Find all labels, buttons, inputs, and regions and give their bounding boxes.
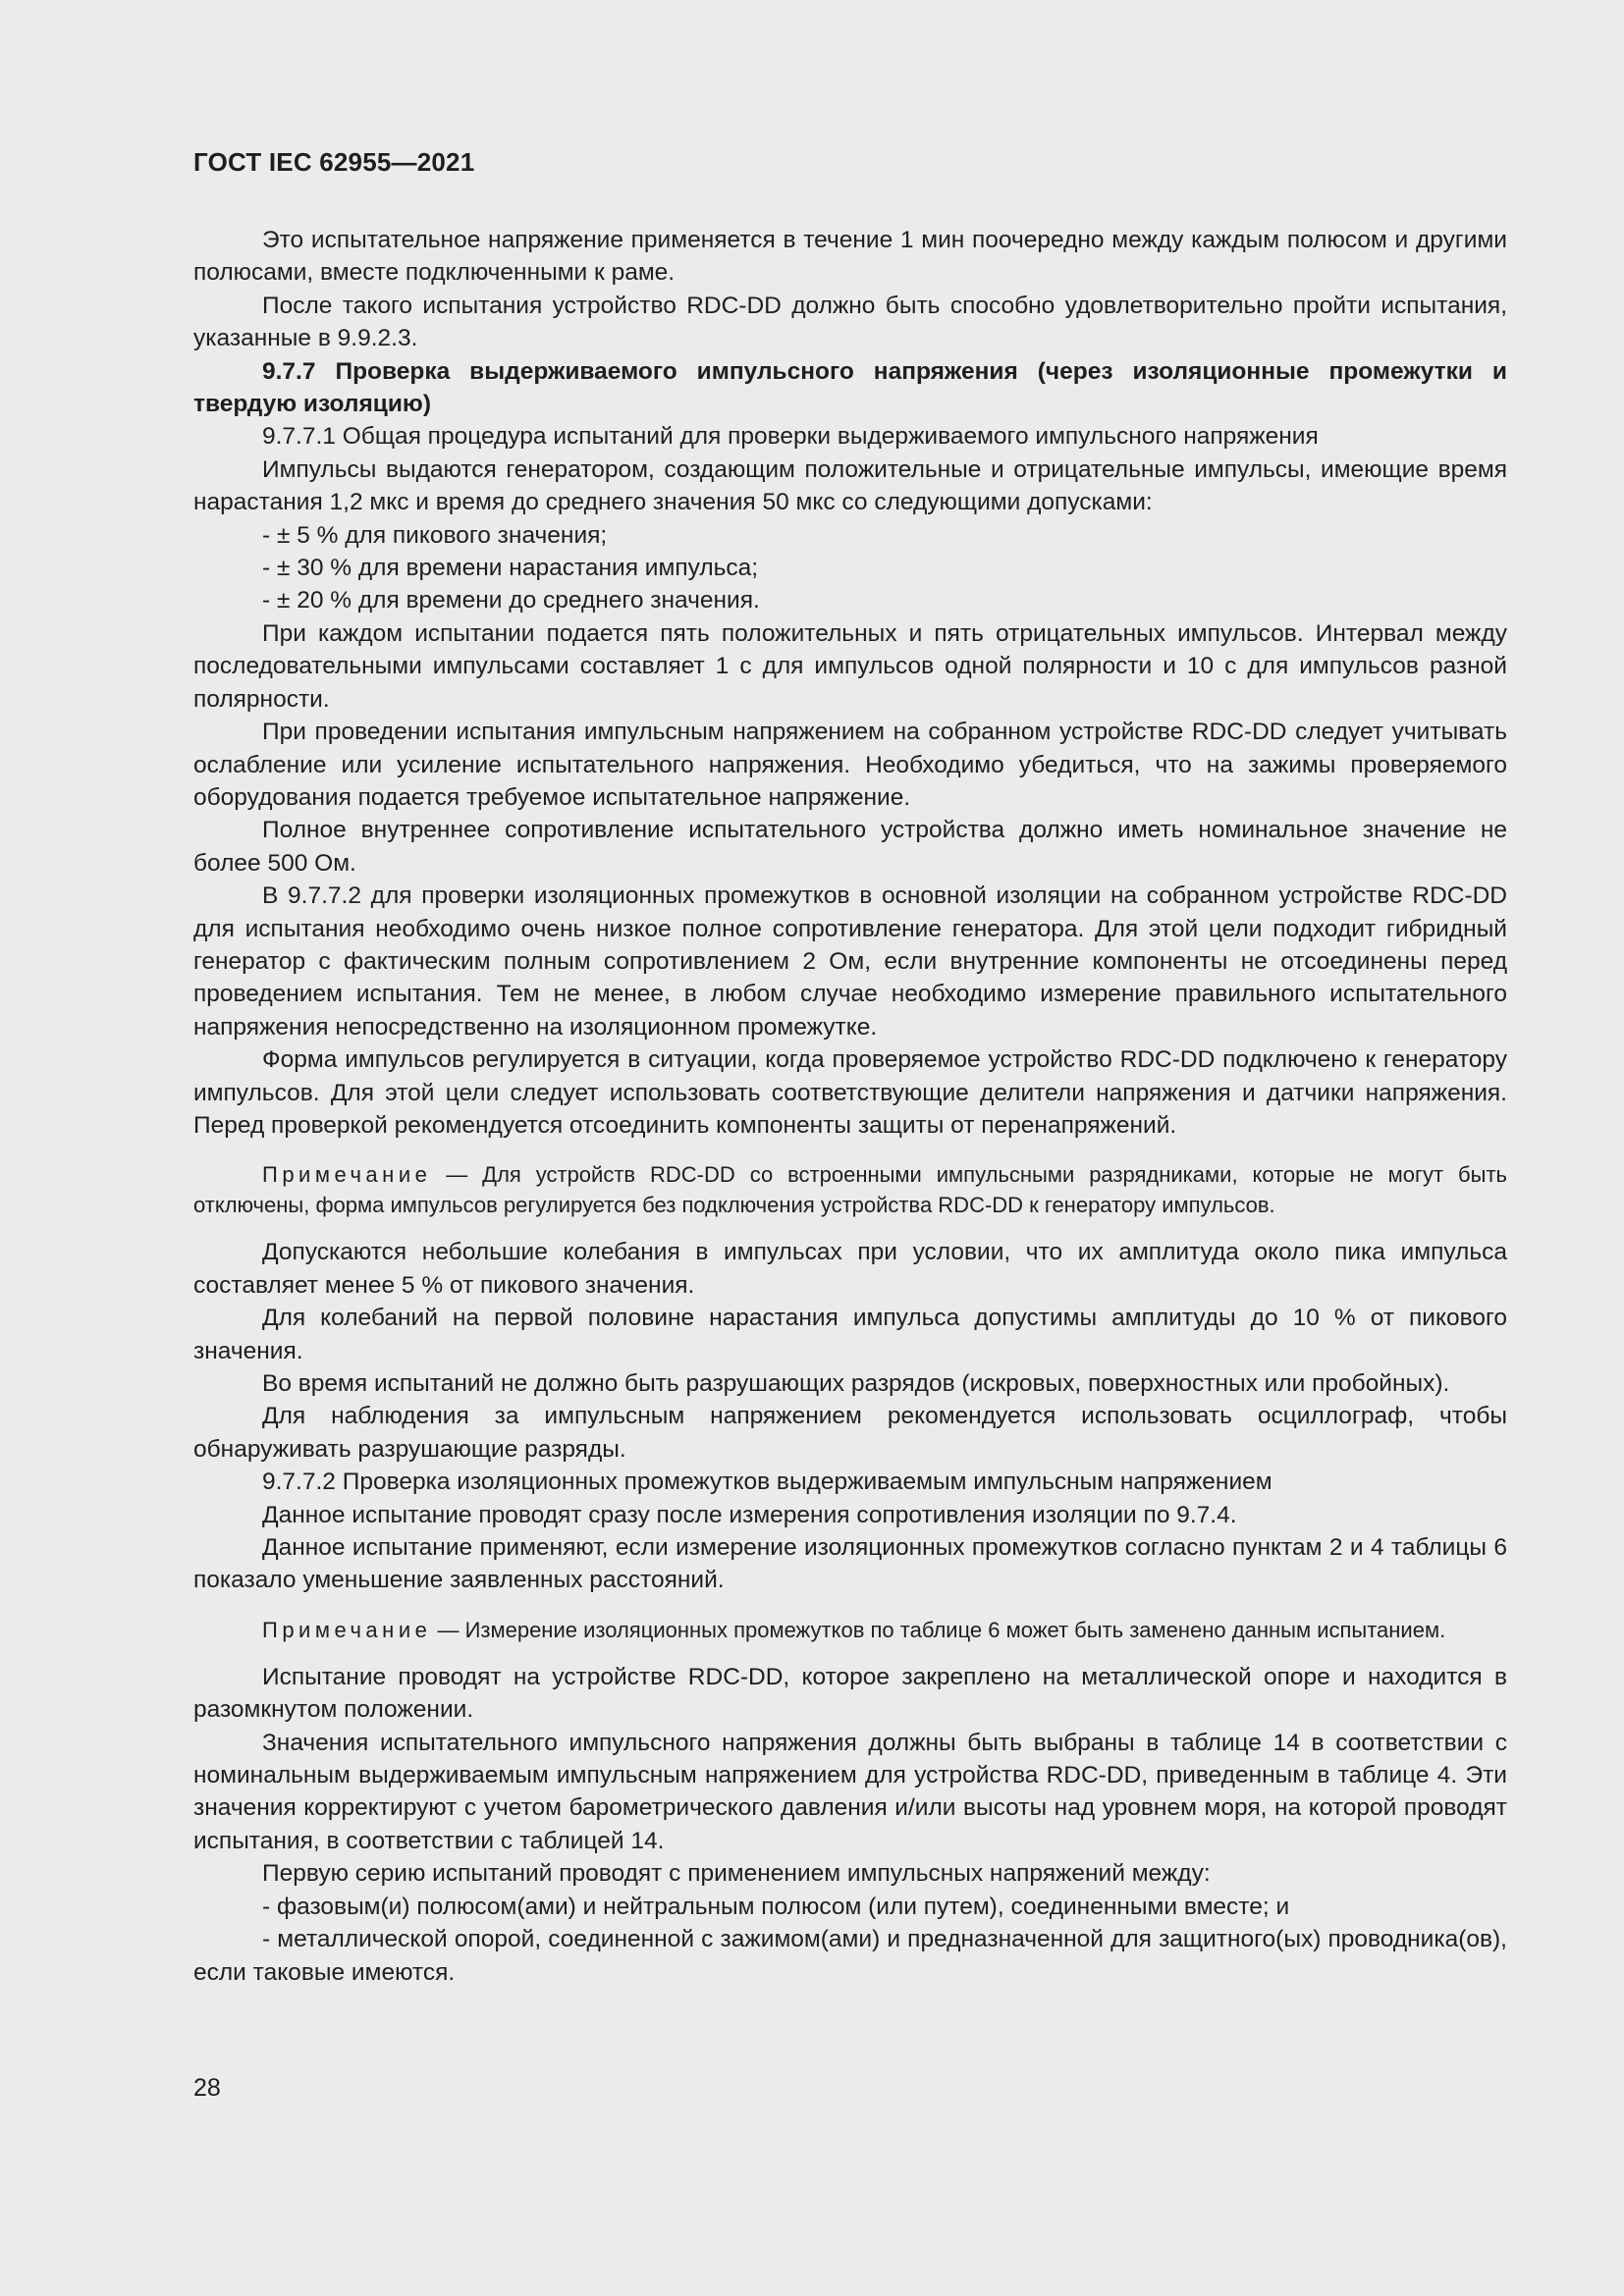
list-item: - фазовым(и) полюсом(ами) и нейтральным полюсом (или путем), соединенными вместе; и: [262, 1893, 1290, 1920]
section-heading-9-7-7: 9.7.7 Проверка выдерживаемого импульсного напряжения (через изоляционные промежутки и твердую изоляцию): [193, 357, 1507, 418]
note-label: Примечание: [262, 1162, 432, 1188]
paragraph: Значения испытательного импульсного напряжения должны быть выбраны в таблице 14 в соответствии с номинальным выдерживаемым импульсным напряжением для устройства RDC-DD, приведенным в таблице 4. Эти значения корректируют с учетом барометрического давления и/или высоты над уровнем моря, на которой проводят испытания, в соответствии с таблицей 14.: [193, 1729, 1507, 1854]
note-text: — Измерение изоляционных промежутков по таблице 6 может быть заменено данным испытанием.: [431, 1617, 1446, 1642]
note-block: [193, 1615, 1507, 1645]
list-item: - ± 20 % для времени до среднего значения.: [262, 587, 760, 614]
paragraph: При проведении испытания импульсным напряжением на собранном устройстве RDC-DD следует учитывать ослабление или усиление испытательного напряжения. Необходимо убедиться, что на зажимы проверяемого оборудования подается требуемое испытательное напряжение.: [193, 719, 1507, 811]
paragraph: Данное испытание проводят сразу после измерения сопротивления изоляции по 9.7.4.: [262, 1501, 1237, 1528]
paragraph: Данное испытание применяют, если измерение изоляционных промежутков согласно пунктам 2 и 4 таблицы 6 показало уменьшение заявленных расстояний.: [193, 1534, 1507, 1594]
document-header: ГОСТ IEC 62955—2021: [193, 147, 475, 177]
page-number: 28: [193, 2074, 221, 2102]
paragraph: В 9.7.7.2 для проверки изоляционных промежутков в основной изоляции на собранном устройстве RDC-DD для испытания необходимо очень низкое полное сопротивление генератора. Для этой цели подходит гибридный генератор с фактическим полным сопротивлением 2 Ом, если внутренние компоненты не отсоединены перед проведением испытания. Тем не менее, в любом случае необходимо измерение правильного испытательного напряжения непосредственно на изоляционном промежутке.: [193, 882, 1507, 1041]
paragraph: После такого испытания устройство RDC-DD должно быть способно удовлетворительно пройти испытания, указанные в 9.9.2.3.: [193, 292, 1507, 352]
note-label: Примечание: [262, 1617, 432, 1642]
paragraph: Во время испытаний не должно быть разрушающих разрядов (искровых, поверхностных или пробойных).: [262, 1370, 1450, 1397]
paragraph: Форма импульсов регулируется в ситуации, когда проверяемое устройство RDC-DD подключено к генератору импульсов. Для этой цели следует использовать соответствующие делители напряжения и датчики напряжения. Перед проверкой рекомендуется отсоединить компоненты защиты от перенапряжений.: [193, 1046, 1507, 1139]
paragraph: Полное внутреннее сопротивление испытательного устройства должно иметь номинальное значение не более 500 Ом.: [193, 817, 1507, 877]
document-body: [193, 224, 1507, 1989]
list-item: - ± 5 % для пикового значения;: [262, 521, 608, 549]
subsection-heading-9-7-7-1: 9.7.7.1 Общая процедура испытаний для проверки выдерживаемого импульсного напряжения: [262, 423, 1319, 451]
paragraph: Допускаются небольшие колебания в импульсах при условии, что их амплитуда около пика импульса составляет менее 5 % от пикового значения.: [193, 1239, 1507, 1299]
subsection-heading-9-7-7-2: 9.7.7.2 Проверка изоляционных промежутков выдерживаемым импульсным напряжением: [262, 1468, 1272, 1496]
paragraph: Первую серию испытаний проводят с применением импульсных напряжений между:: [262, 1860, 1211, 1888]
paragraph: Это испытательное напряжение применяется в течение 1 мин поочередно между каждым полюсом и другими полюсами, вместе подключенными к раме.: [193, 227, 1507, 287]
paragraph: Импульсы выдаются генератором, создающим положительные и отрицательные импульсы, имеющие время нарастания 1,2 мкс и время до среднего значения 50 мкс со следующими допусками:: [193, 455, 1507, 516]
list-item: - металлической опорой, соединенной с зажимом(ами) и предназначенной для защитного(ых) проводника(ов), если таковые имеются.: [193, 1926, 1507, 1986]
paragraph: При каждом испытании подается пять положительных и пять отрицательных импульсов. Интервал между последовательными импульсами составляет 1 с для импульсов одной полярности и 10 с для импульсов разной полярности.: [193, 619, 1507, 713]
paragraph: Для наблюдения за импульсным напряжением рекомендуется использовать осциллограф, чтобы обнаруживать разрушающие разряды.: [193, 1403, 1507, 1463]
note-block: [193, 1159, 1507, 1220]
paragraph: Для колебаний на первой половине нарастания импульса допустимы амплитуды до 10 % от пикового значения.: [193, 1305, 1507, 1364]
list-item: - ± 30 % для времени нарастания импульса;: [262, 555, 759, 582]
paragraph: Испытание проводят на устройстве RDC-DD, которое закреплено на металлической опоре и находится в разомкнутом положении.: [193, 1663, 1507, 1724]
note-text: — Для устройств RDC-DD со встроенными импульсными разрядниками, которые не могут быть отключены, форма импульсов регулируется без подключения устройства RDC-DD к генератору импульсов.: [193, 1162, 1507, 1218]
